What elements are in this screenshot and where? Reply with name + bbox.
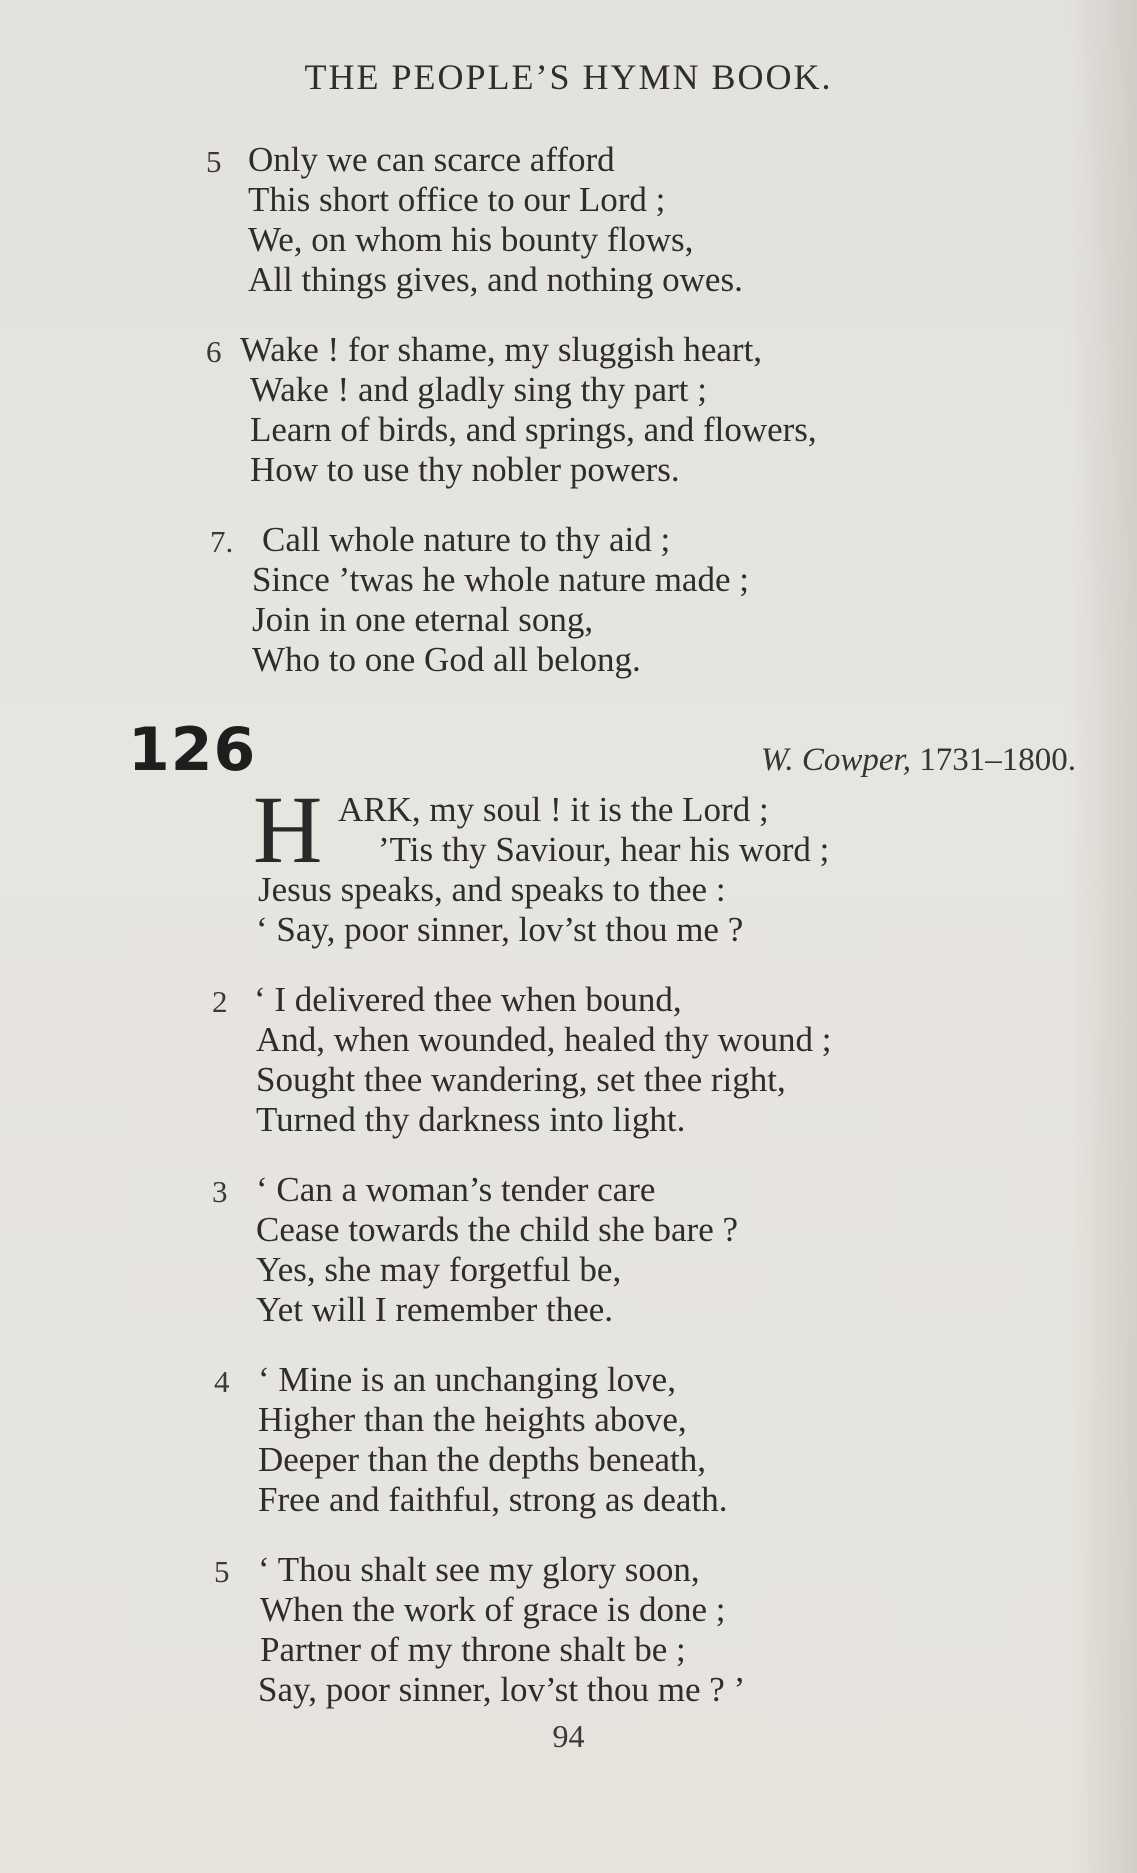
drop-cap: H: [253, 776, 323, 883]
author-name: W. Cowper,: [760, 742, 911, 778]
verse-line: Yes, she may forgetful be,: [256, 1250, 622, 1289]
verse-line: Only we can scarce afford: [248, 140, 615, 179]
running-head: THE PEOPLE’S HYMN BOOK.: [304, 57, 833, 97]
verse-number: 3: [212, 1174, 228, 1209]
verse-number: 6: [206, 334, 222, 369]
verse-number: 5: [214, 1554, 230, 1589]
verse-line: When the work of grace is done ;: [260, 1590, 726, 1629]
verse-number: 5: [206, 144, 222, 179]
hymn-number: 126: [128, 715, 257, 785]
verse-line: All things gives, and nothing owes.: [248, 260, 743, 299]
verse-line: ARK, my soul ! it is the Lord ;: [338, 790, 769, 829]
verse-line: This short office to our Lord ;: [248, 180, 666, 219]
page-number: 94: [552, 1718, 585, 1754]
verse-line: Jesus speaks, and speaks to thee :: [258, 870, 726, 909]
verse-number: 2: [212, 984, 228, 1019]
verse-line: ‘ Mine is an unchanging love,: [258, 1360, 676, 1399]
verse-line: Turned thy darkness into light.: [256, 1100, 686, 1139]
verse-line: Free and faithful, strong as death.: [258, 1480, 728, 1519]
verse-line: ‘ I delivered thee when bound,: [254, 980, 682, 1019]
verse-line: Join in one eternal song,: [252, 600, 594, 639]
verse-line: ‘ Thou shalt see my glory soon,: [258, 1550, 700, 1589]
verse-line: Deeper than the depths beneath,: [258, 1440, 707, 1479]
author-dates: 1731–1800.: [919, 742, 1076, 778]
verse-number: 4: [214, 1364, 230, 1399]
verse-line: We, on whom his bounty flows,: [248, 220, 694, 259]
verse-line: And, when wounded, healed thy wound ;: [256, 1020, 832, 1059]
verse-line: Wake ! and gladly sing thy part ;: [250, 370, 707, 409]
verse-line: Cease towards the child she bare ?: [256, 1210, 739, 1249]
verse-line: Wake ! for shame, my sluggish heart,: [240, 330, 763, 369]
verse-line: Learn of birds, and springs, and flowers,: [250, 410, 817, 449]
verse-line: Say, poor sinner, lov’st thou me ? ’: [258, 1670, 746, 1709]
hymn-author: [761, 740, 1076, 780]
verse-line: ‘ Can a woman’s tender care: [256, 1170, 656, 1209]
verse-line: ‘ Say, poor sinner, lov’st thou me ?: [256, 910, 744, 949]
verse-line: Yet will I remember thee.: [256, 1290, 614, 1329]
verse-line: ’Tis thy Saviour, hear his word ;: [378, 830, 830, 869]
verse-line: How to use thy nobler powers.: [250, 450, 680, 489]
verse-line: Since ’twas he whole nature made ;: [252, 560, 749, 599]
verse-line: Who to one God all belong.: [252, 640, 641, 679]
verse-line: Partner of my throne shalt be ;: [260, 1630, 686, 1669]
verse-line: Sought thee wandering, set thee right,: [256, 1060, 786, 1099]
verse-line: Higher than the heights above,: [258, 1400, 687, 1439]
verse-number: 7.: [210, 524, 234, 559]
verse-line: Call whole nature to thy aid ;: [262, 520, 671, 559]
